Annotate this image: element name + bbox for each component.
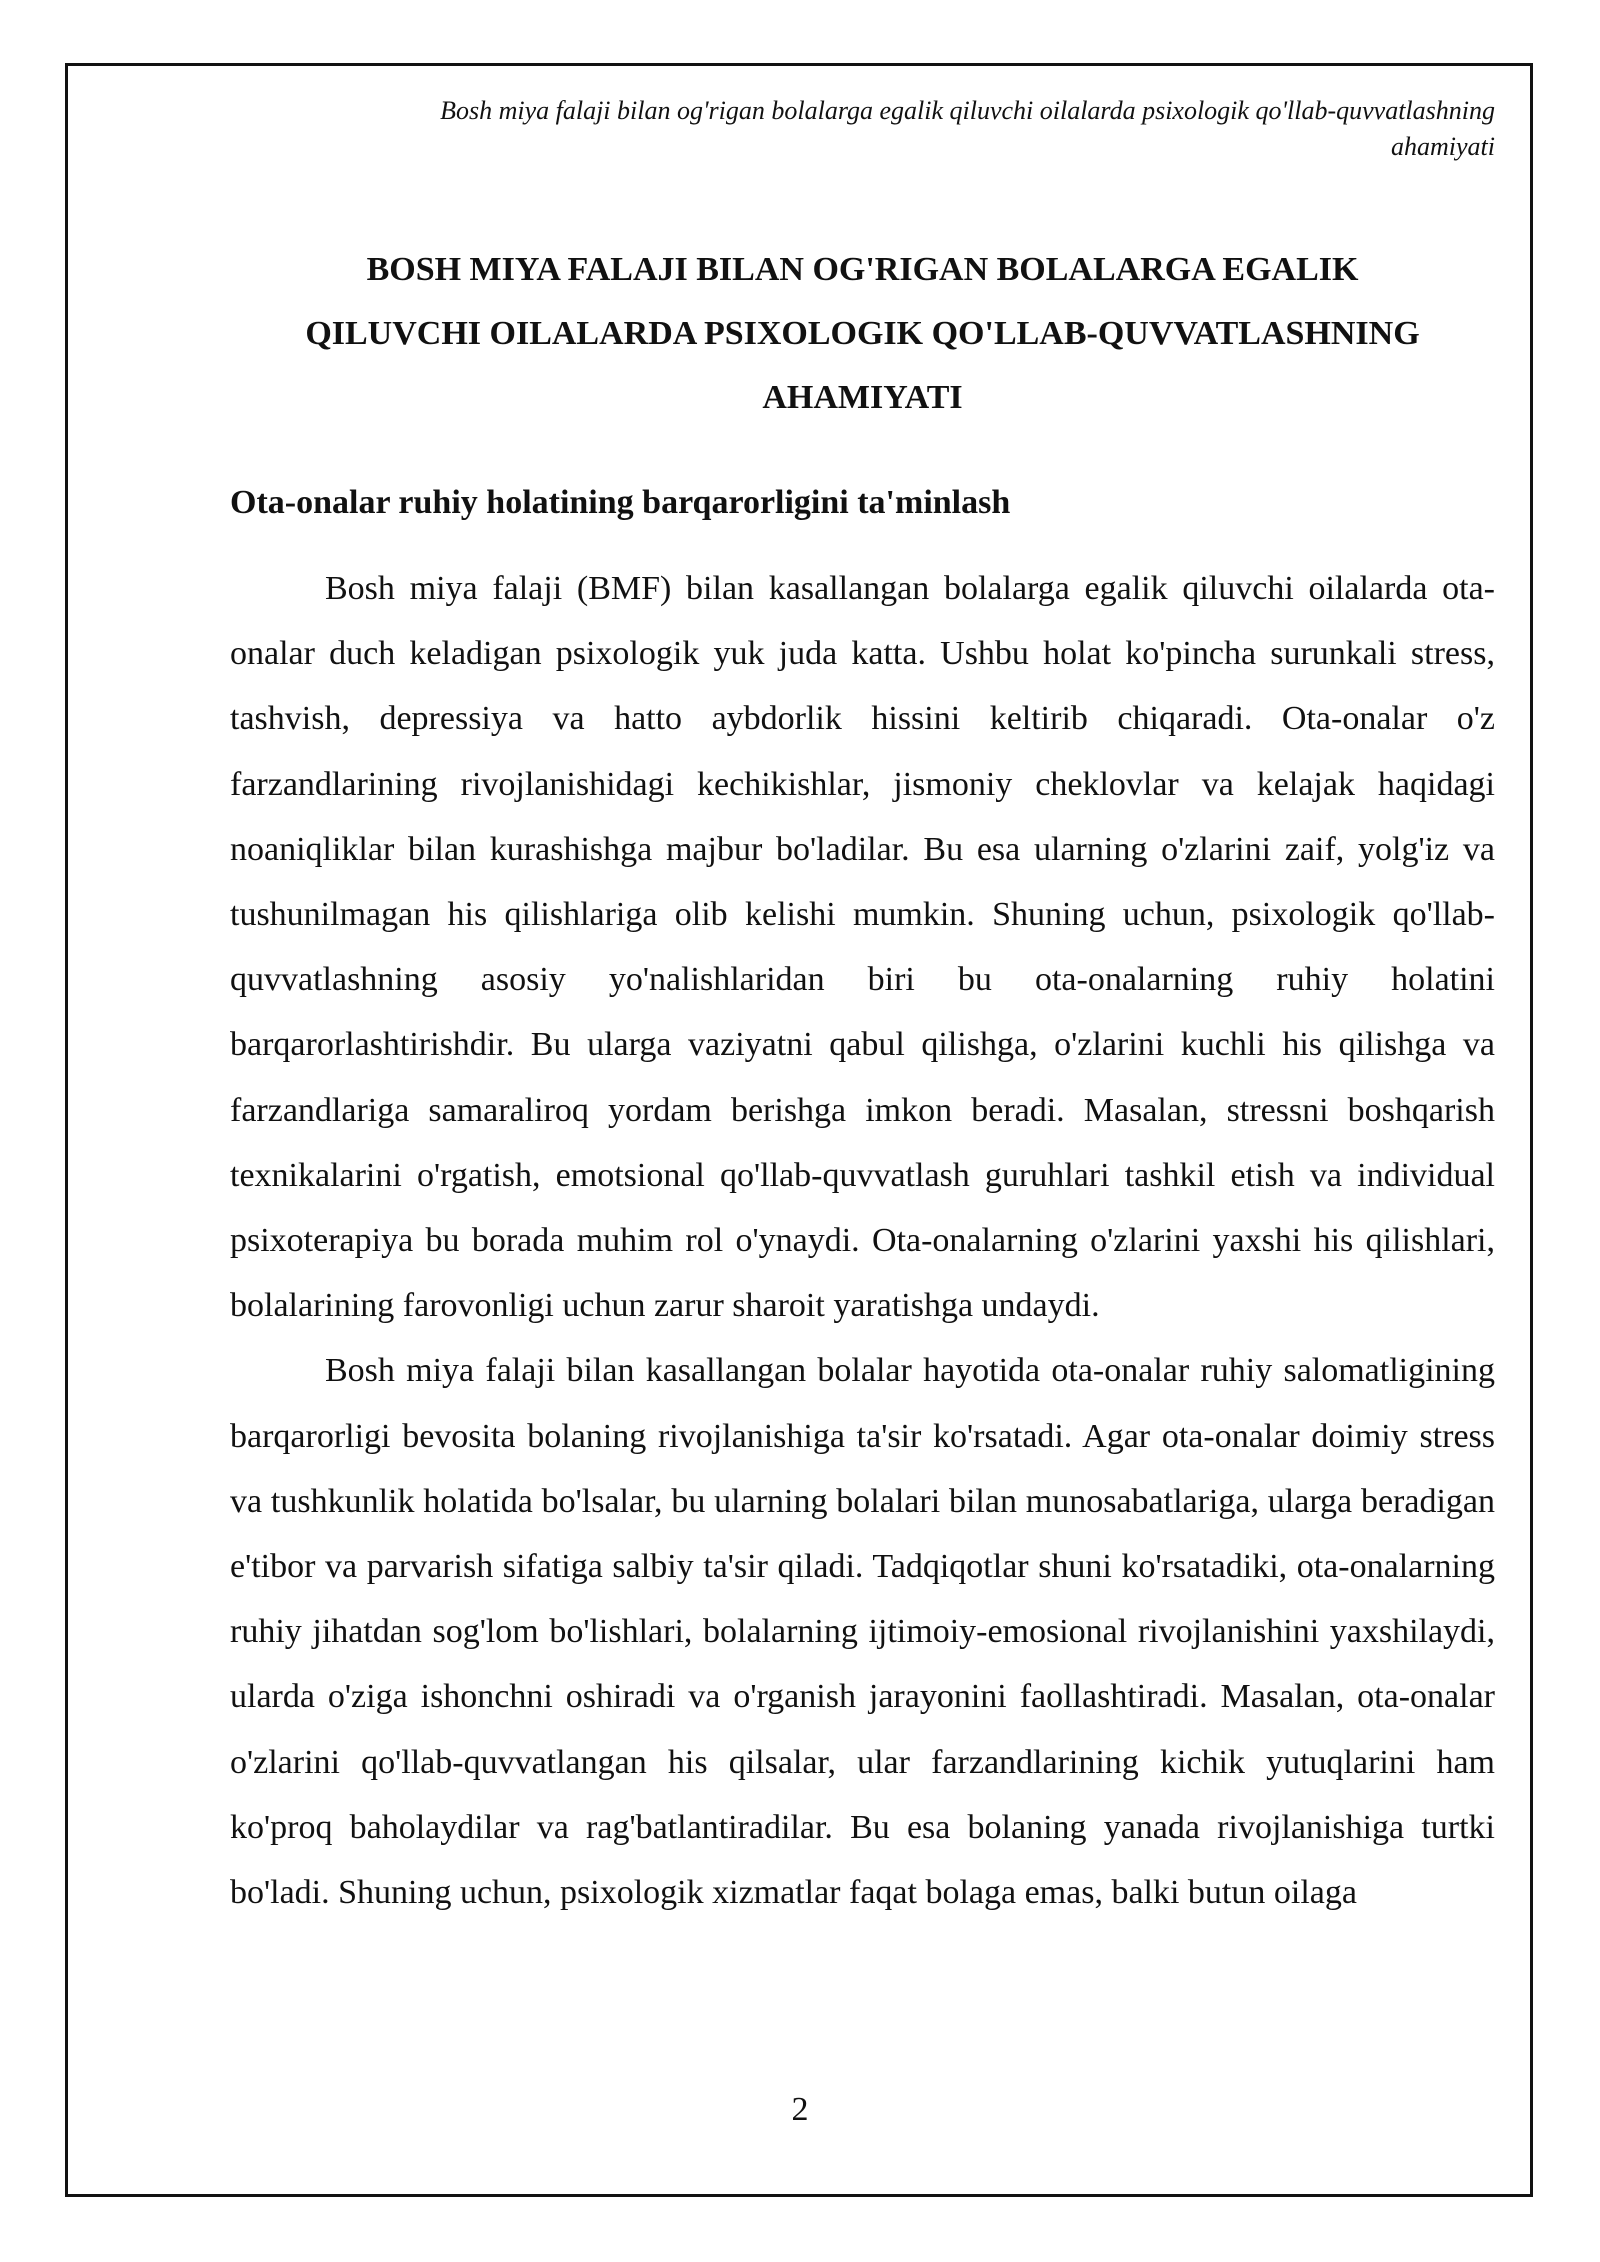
running-header-line-1: Bosh miya falaji bilan og'rigan bolalarga egalik qiluvchi oilalarda psixologik qo'llab-quvvatlashning — [440, 96, 1495, 125]
running-header — [200, 93, 1495, 165]
page-number: 2 — [791, 2091, 809, 2128]
paragraph-2: Bosh miya falaji bilan kasallangan bolalar hayotida ota-onalar ruhiy salomatligining barqarorligi bevosita bolaning rivojlanishiga ta'sir ko'rsatadi. Agar ota-onalar doimiy stress va tushkunlik holatida bo'lsalar, bu ularning bolalari bilan munosabatlariga, ularga beradigan e'tibor va parvarish sifatiga salbiy ta'sir qiladi. Tadqiqotlar shuni ko'rsatadiki, ota-onalarning ruhiy jihatdan sog'lom bo'lishlari, bolalarning ijtimoiy-emosional rivojlanishini yaxshilaydi, ularda o'ziga ishonchni oshiradi va o'rganish jarayonini faollashtiradi. Masalan, ota-onalar o'zlarini qo'llab-quvvatlangan his qilsalar, ular farzandlarining kichik yutuqlarini ham ko'proq baholaydilar va rag'batlantiradilar. Bu esa bolaning yanada rivojlanishiga turtki bo'ladi. Shuning uchun, psixologik xizmatlar faqat bolaga emas, balki butun oilaga — [230, 1352, 1495, 1912]
document-title — [230, 238, 1495, 430]
document-title-line-3: AHAMIYATI — [762, 379, 963, 416]
body-text — [230, 556, 1495, 1925]
document-title-line-2: QILUVCHI OILALARDA PSIXOLOGIK QO'LLAB-QUVVATLASHNING — [305, 315, 1420, 352]
section-heading: Ota-onalar ruhiy holatining barqarorligini ta'minlash — [230, 484, 1011, 521]
document-title-line-1: BOSH MIYA FALAJI BILAN OG'RIGAN BOLALARGA EGALIK — [366, 251, 1359, 288]
paragraph-1: Bosh miya falaji (BMF) bilan kasallangan bolalarga egalik qiluvchi oilalarda ota-onalar duch keladigan psixologik yuk juda katta. Ushbu holat ko'pincha surunkali stress, tashvish, depressiya va hatto aybdorlik hissini keltirib chiqaradi. Ota-onalar o'z farzandlarining rivojlanishidagi kechikishlar, jismoniy cheklovlar va kelajak haqidagi noaniqliklar bilan kurashishga majbur bo'ladilar. Bu esa ularning o'zlarini zaif, yolg'iz va tushunilmagan his qilishlariga olib kelishi mumkin. Shuning uchun, psixologik qo'llab-quvvatlashning asosiy yo'nalishlaridan biri bu ota-onalarning ruhiy holatini barqarorlashtirishdir. Bu ularga vaziyatni qabul qilishga, o'zlarini kuchli his qilishga va farzandlariga samaraliroq yordam berishga imkon beradi. Masalan, stressni boshqarish texnikalarini o'rgatish, emotsional qo'llab-quvvatlash guruhlari tashkil etish va individual psixoterapiya bu borada muhim rol o'ynaydi. Ota-onalarning o'zlarini yaxshi his qilishlari, bolalarining farovonligi uchun zarur sharoit yaratishga undaydi. — [230, 570, 1495, 1325]
running-header-line-2: ahamiyati — [1391, 132, 1495, 161]
